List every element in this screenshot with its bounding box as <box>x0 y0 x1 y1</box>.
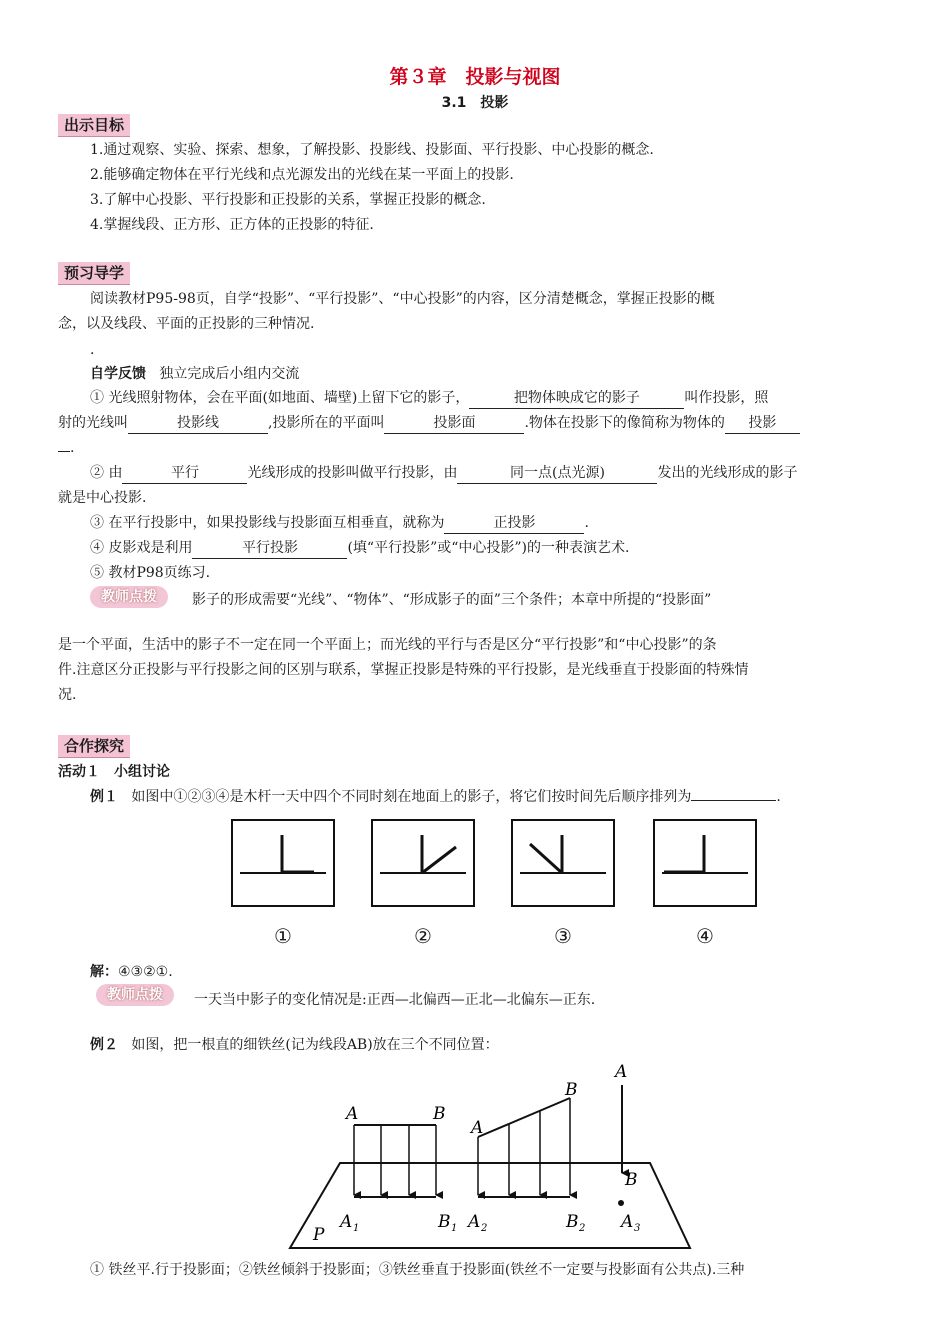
q3-answer-blank: 正投影 <box>444 513 584 534</box>
label-B1: B <box>438 1212 451 1232</box>
label-B2: B <box>566 1212 579 1232</box>
example-1-text: 如图中①②③④是木杆一天中四个不同时刻在地面上的影子，将它们按时间先后顺序排列为 <box>131 789 692 805</box>
goal-item: 3.了解中心投影、平行投影和正投影的关系，掌握正投影的概念. <box>90 192 486 208</box>
example-2-text: 如图，把一根直的细铁丝(记为线段AB)放在三个不同位置： <box>131 1037 499 1053</box>
preview-tag: 预习导学 <box>58 262 130 285</box>
q4-text: (填“平行投影”或“中心投影”)的一种表演艺术. <box>347 540 630 556</box>
preview-paragraph: 阅读教材P95-98页，自学“投影”、“平行投影”、“中心投影”的内容，区分清楚概念，掌握正投影的概 <box>90 291 715 307</box>
label-B1-sub: 1 <box>451 1223 458 1234</box>
q1-text: ① 光线照射物体，会在平面(如地面、墙壁)上留下它的影子， <box>90 390 470 406</box>
example-2-conclusion: ① 铁丝平.行于投影面；②铁丝倾斜于投影面；③铁丝垂直于投影面(铁丝不一定要与投影面有公共点).三种 <box>90 1262 745 1278</box>
figure-3 <box>512 820 614 906</box>
figure-label-1: ① <box>274 924 292 948</box>
q2-text: 发出的光线形成的影子 <box>657 465 798 481</box>
answer-line <box>90 962 173 982</box>
label-B: B <box>433 1104 446 1124</box>
goals-tag: 出示目标 <box>58 114 130 137</box>
q1-answer-blank: 投影线 <box>128 413 268 434</box>
example-2-label: 例２ <box>90 1037 118 1053</box>
teacher-tip-text: 况. <box>58 687 77 703</box>
feedback-label: 自学反馈 <box>90 366 146 382</box>
question-2-cont: 就是中心投影. <box>58 490 147 506</box>
label-B-vertical: B <box>625 1170 638 1190</box>
figure-label-2: ② <box>414 924 432 948</box>
question-1-end <box>58 438 74 458</box>
q4-text: ④ 皮影戏是利用 <box>90 540 193 556</box>
label-A2-sub: 2 <box>481 1223 488 1234</box>
label-A-vertical: A <box>615 1062 628 1082</box>
shadow-point <box>618 1200 624 1206</box>
teacher-tip-text: 一天当中影子的变化情况是:正西—北偏西—正北—北偏东—正东. <box>194 992 596 1008</box>
wire-oblique <box>478 1098 570 1137</box>
label-B-oblique: B <box>565 1080 578 1100</box>
feedback-line <box>90 364 299 384</box>
answer-text: ④③②①. <box>118 964 173 980</box>
label-P: P <box>313 1225 325 1245</box>
question-1-cont <box>58 413 800 434</box>
goal-item: 4.掌握线段、正方形、正方体的正投影的特征. <box>90 217 374 233</box>
q3-period: . <box>584 515 589 531</box>
question-3 <box>90 513 589 534</box>
explore-tag: 合作探究 <box>58 735 130 758</box>
wire-projection-figure <box>0 1055 950 1255</box>
figure-1 <box>232 820 334 906</box>
label-B2-sub: 2 <box>579 1223 586 1234</box>
feedback-text: 独立完成后小组内交流 <box>159 366 300 382</box>
example-1 <box>90 787 781 807</box>
projection-lines-1 <box>354 1125 436 1195</box>
label-A3-sub: 3 <box>634 1223 641 1234</box>
example-1-label: 例１ <box>90 789 118 805</box>
teacher-tip-text: 影子的形成需要“光线”、“物体”、“形成影子的面”三个条件；本章中所提的“投影面” <box>192 592 712 608</box>
q1-answer-blank: 投影 <box>725 413 800 434</box>
q2-answer-blank: 平行 <box>122 463 247 484</box>
question-4 <box>90 538 629 559</box>
q4-answer-blank: 平行投影 <box>192 538 347 559</box>
activity-title: 活动１ 小组讨论 <box>58 764 170 780</box>
shadow-figures <box>0 812 950 912</box>
q1-answer-blank: 投影面 <box>384 413 524 434</box>
stray-dot: . <box>90 342 95 358</box>
preview-paragraph-cont: 念，以及线段、平面的正投影的三种情况. <box>58 316 315 332</box>
q1-period: . <box>70 440 75 456</box>
q1-text: 射的光线叫 <box>58 415 128 431</box>
projection-lines-2 <box>478 1098 570 1195</box>
label-A: A <box>346 1104 359 1124</box>
label-A3: A <box>621 1212 634 1232</box>
q2-text: ② 由 <box>90 465 123 481</box>
q2-text: 光线形成的投影叫做平行投影，由 <box>247 465 458 481</box>
label-A-oblique: A <box>471 1118 484 1138</box>
q1-text: .物体在投影下的像简称为物体的 <box>524 415 725 431</box>
goal-item: 2.能够确定物体在平行光线和点光源发出的光线在某一平面上的投影. <box>90 167 514 183</box>
figure-label-3: ③ <box>554 924 572 948</box>
q2-answer-blank: 同一点(点光源) <box>457 463 657 484</box>
section-title: 3.1 投影 <box>441 95 509 111</box>
q1-text-end: 叫作投影，照 <box>684 390 769 406</box>
figure-2 <box>372 820 474 906</box>
teacher-tip-text: 件.注意区分正投影与平行投影之间的区别与联系，掌握正投影是特殊的平行投影，是光线垂直于投影面的特殊情 <box>58 662 749 678</box>
q1-blank-tail <box>58 451 70 452</box>
label-A1-sub: 1 <box>353 1223 360 1234</box>
q1-answer-blank: 把物体映成它的影子 <box>469 388 684 409</box>
question-5: ⑤ 教材P98页练习. <box>90 565 211 581</box>
q1-text: ,投影所在的平面叫 <box>268 415 385 431</box>
question-1 <box>90 388 768 409</box>
figure-4 <box>654 820 756 906</box>
chapter-title: 第３章 投影与视图 <box>389 66 561 88</box>
q3-text: ③ 在平行投影中，如果投影线与投影面互相垂直，就称为 <box>90 515 445 531</box>
teacher-tip-text: 是一个平面，生活中的影子不一定在同一个平面上；而光线的平行与否是区分“平行投影”和“中心投影”的条 <box>58 637 717 653</box>
example-2 <box>90 1035 499 1055</box>
teacher-tip-badge: 教师点拨 <box>90 586 168 608</box>
teacher-tip-badge: 教师点拨 <box>96 984 174 1006</box>
answer-label: 解： <box>90 964 118 980</box>
label-A2: A <box>468 1212 481 1232</box>
figure-label-4: ④ <box>696 924 714 948</box>
question-2 <box>90 463 797 484</box>
label-A1: A <box>340 1212 353 1232</box>
example-1-period: . <box>776 789 781 805</box>
example-1-blank <box>691 800 776 801</box>
goal-item: 1.通过观察、实验、探索、想象，了解投影、投影线、投影面、平行投影、中心投影的概念. <box>90 142 654 158</box>
